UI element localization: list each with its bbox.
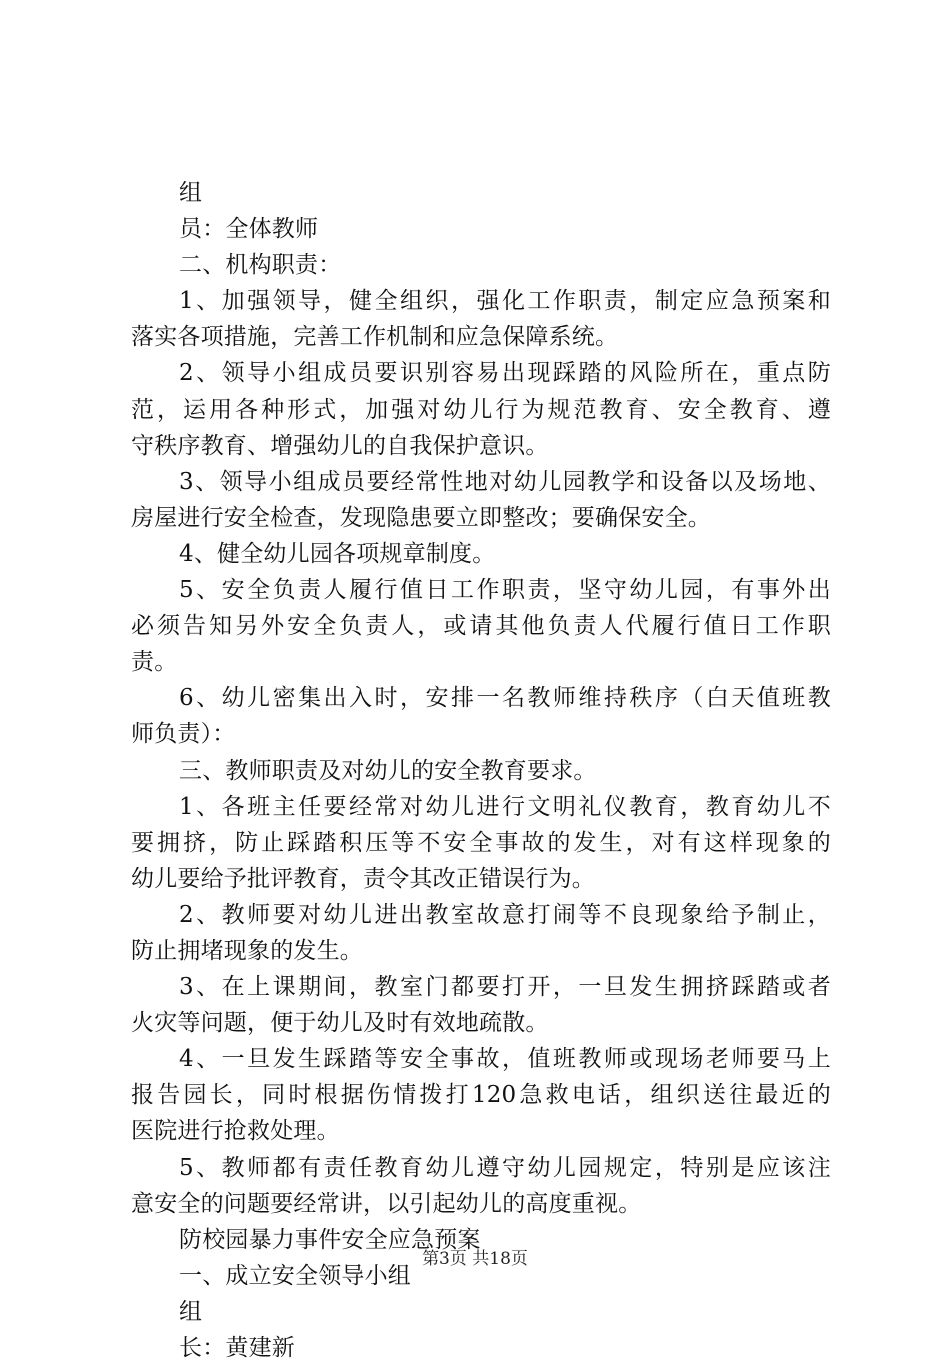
- text-line: 防校园暴力事件安全应急预案: [179, 1226, 481, 1253]
- text-line: 5、安全负责人履行值日工作职责，坚守幼儿园，有事外出: [179, 577, 831, 604]
- text-line: 火灾等问题，便于幼儿及时有效地疏散。: [131, 1010, 549, 1037]
- text-line: 防止拥堵现象的发生。: [131, 937, 363, 964]
- text-line: 要拥挤，防止踩踏积压等不安全事故的发生，对有这样现象的: [131, 829, 831, 856]
- text-line: 1、各班主任要经常对幼儿进行文明礼仪教育，教育幼儿不: [179, 793, 831, 820]
- text-line: 医院进行抢救处理。: [131, 1118, 340, 1145]
- text-line: 守秩序教育、增强幼儿的自我保护意识。: [131, 432, 549, 459]
- text-line: 落实各项措施，完善工作机制和应急保障系统。: [131, 324, 619, 351]
- text-line: 3、领导小组成员要经常性地对幼儿园教学和设备以及场地、: [179, 468, 831, 495]
- text-line: 1、加强领导，健全组织，强化工作职责，制定应急预案和: [179, 288, 831, 315]
- text-line: 员：全体教师: [179, 216, 319, 243]
- text-line: 范，运用各种形式，加强对幼儿行为规范教育、安全教育、遵: [131, 396, 831, 423]
- text-line: 组: [179, 1298, 203, 1325]
- page-footer: 第3页 共18页: [422, 1249, 528, 1269]
- text-line: 3、在上课期间，教室门都要打开，一旦发生拥挤踩踏或者: [179, 974, 831, 1001]
- text-line: 幼儿要给予批评教育，责令其改正错误行为。: [131, 865, 595, 892]
- text-line: 5、教师都有责任教育幼儿遵守幼儿园规定，特别是应该注: [179, 1154, 831, 1181]
- text-line: 责。: [131, 649, 178, 676]
- text-line: 一、成立安全领导小组: [179, 1262, 411, 1289]
- text-line: 6、幼儿密集出入时，安排一名教师维持秩序（白天值班教: [179, 685, 831, 712]
- text-line: 2、教师要对幼儿进出教室故意打闹等不良现象给予制止，: [179, 901, 831, 928]
- text-line: 二、机构职责：: [179, 252, 342, 279]
- text-line: 组: [179, 180, 203, 206]
- text-line: 必须告知另外安全负责人，或请其他负责人代履行值日工作职: [131, 613, 831, 640]
- document-body: [131, 175, 831, 1366]
- text-line: 房屋进行安全检查，发现隐患要立即整改；要确保安全。: [131, 504, 711, 531]
- text-line: 师负责）：: [131, 721, 236, 748]
- text-line: 意安全的问题要经常讲，以引起幼儿的高度重视。: [131, 1190, 642, 1217]
- text-line: 4、一旦发生踩踏等安全事故，值班教师或现场老师要马上: [179, 1046, 831, 1073]
- text-line: 4、健全幼儿园各项规章制度。: [179, 540, 496, 567]
- text-line: 三、教师职责及对幼儿的安全教育要求。: [179, 757, 597, 784]
- text-line: 2、领导小组成员要识别容易出现踩踏的风险所在，重点防: [179, 360, 831, 387]
- text-line: 长：黄建新: [179, 1335, 295, 1361]
- text-line: 报告园长，同时根据伤情拨打120急救电话，组织送往最近的: [131, 1082, 831, 1109]
